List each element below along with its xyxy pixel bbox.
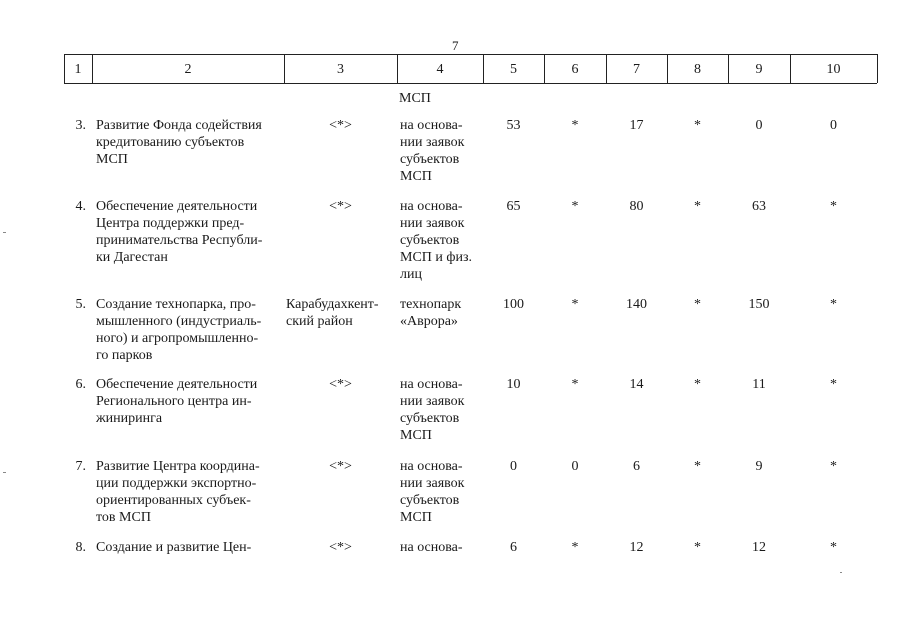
column-header-8: 8	[694, 62, 701, 77]
value-col-10: *	[830, 297, 837, 312]
item-description-line: Развитие Фонда содействия	[96, 118, 262, 133]
value-col-6: *	[571, 540, 579, 555]
item-description-line: МСП	[96, 152, 128, 167]
column-divider	[397, 54, 398, 83]
item-description-line: кредитованию субъектов	[96, 135, 245, 150]
item-description-line: ки Дагестан	[96, 250, 168, 265]
column-header-6: 6	[571, 62, 579, 77]
value-col-10: *	[830, 377, 837, 392]
column-divider	[728, 54, 729, 83]
item-description-line: ного) и агропромышленно-	[96, 331, 259, 346]
item-description-line: тов МСП	[96, 510, 151, 525]
basis-line: субъектов	[400, 493, 460, 508]
scan-mark	[3, 232, 6, 233]
column-divider	[483, 54, 484, 83]
location-line: <*>	[329, 377, 352, 392]
basis-line: «Аврора»	[400, 314, 458, 329]
basis-line: субъектов	[400, 233, 460, 248]
value-col-5: 53	[506, 118, 521, 133]
value-col-5: 6	[510, 540, 517, 555]
scan-mark	[840, 572, 842, 573]
column-divider	[877, 54, 878, 83]
item-description-line: жиниринга	[96, 411, 163, 426]
value-col-6: *	[571, 297, 579, 312]
column-divider	[790, 54, 791, 83]
basis-line: МСП	[400, 510, 432, 525]
item-description-line: ориентированных субъек-	[96, 493, 251, 508]
value-col-9: 12	[752, 540, 766, 555]
basis-line: на основа-	[400, 459, 463, 474]
column-divider	[544, 54, 545, 83]
column-header-1: 1	[74, 62, 82, 77]
item-description-line: Центра поддержки пред-	[96, 216, 245, 231]
item-description-line: Развитие Центра координа-	[96, 459, 260, 474]
basis-line: на основа-	[400, 118, 463, 133]
value-col-6: 0	[571, 459, 579, 474]
value-col-8: *	[694, 540, 701, 555]
basis-line: на основа-	[400, 540, 463, 555]
scan-mark	[3, 472, 6, 473]
location-line: ский район	[286, 314, 353, 329]
value-col-9: 150	[748, 297, 770, 312]
value-col-8: *	[694, 459, 701, 474]
location-line: Карабудахкент-	[286, 297, 379, 312]
value-col-9: 63	[752, 199, 766, 214]
value-col-7: 140	[626, 297, 647, 312]
value-col-8: *	[694, 199, 701, 214]
item-description-line: Регионального центра ин-	[96, 394, 252, 409]
column-header-2: 2	[184, 62, 192, 77]
value-col-10: 0	[830, 118, 837, 133]
value-col-5: 10	[506, 377, 521, 392]
value-col-8: *	[694, 377, 701, 392]
value-col-6: *	[571, 118, 579, 133]
item-description-line: Создание и развитие Цен-	[96, 540, 252, 555]
item-description-line: Обеспечение деятельности	[96, 377, 258, 392]
basis-line: нии заявок	[400, 216, 465, 231]
value-col-8: *	[694, 118, 701, 133]
column-header-5: 5	[510, 62, 517, 77]
value-col-10: *	[830, 459, 837, 474]
item-description-line: Обеспечение деятельности	[96, 199, 258, 214]
row-number: 5.	[75, 297, 86, 312]
column-header-9: 9	[755, 62, 763, 77]
basis-line: субъектов	[400, 152, 460, 167]
item-description-line: мышленного (индустриаль-	[96, 314, 262, 329]
basis-line: на основа-	[400, 199, 463, 214]
column-divider	[606, 54, 607, 83]
row-number: 3.	[75, 118, 86, 133]
value-col-5: 65	[506, 199, 521, 214]
table-header-row	[64, 54, 877, 84]
row-number: 4.	[75, 199, 86, 214]
basis-line: нии заявок	[400, 394, 465, 409]
value-col-9: 0	[755, 118, 763, 133]
value-col-6: *	[571, 377, 579, 392]
value-col-7: 6	[633, 459, 640, 474]
location-line: <*>	[329, 118, 352, 133]
column-header-7: 7	[633, 62, 640, 77]
item-description-line: Создание технопарка, про-	[96, 297, 256, 312]
item-description-line: принимательства Республи-	[96, 233, 263, 248]
value-col-10: *	[830, 540, 837, 555]
column-divider	[64, 54, 65, 83]
basis-line: субъектов	[400, 411, 460, 426]
value-col-7: 17	[629, 118, 644, 133]
row-number: 7.	[75, 459, 86, 474]
page-number: 7	[452, 38, 459, 53]
value-col-9: 9	[755, 459, 763, 474]
location-line: <*>	[329, 459, 352, 474]
row-number: 6.	[75, 377, 86, 392]
basis-line: лиц	[400, 267, 422, 282]
column-header-3: 3	[337, 62, 344, 77]
basis-line: на основа-	[400, 377, 463, 392]
value-col-7: 14	[629, 377, 644, 392]
carryover-text: МСП	[399, 91, 431, 106]
item-description-line: го парков	[96, 348, 153, 363]
value-col-5: 100	[503, 297, 524, 312]
location-line: <*>	[329, 540, 352, 555]
column-header-10: 10	[826, 62, 841, 77]
value-col-9: 11	[752, 377, 766, 392]
column-divider	[284, 54, 285, 83]
value-col-8: *	[694, 297, 701, 312]
value-col-7: 80	[629, 199, 644, 214]
basis-line: технопарк	[400, 297, 462, 312]
basis-line: МСП и физ.	[400, 250, 472, 265]
location-line: <*>	[329, 199, 352, 214]
row-number: 8.	[75, 540, 86, 555]
basis-line: МСП	[400, 428, 432, 443]
column-divider	[667, 54, 668, 83]
value-col-5: 0	[510, 459, 517, 474]
value-col-6: *	[571, 199, 579, 214]
item-description-line: ции поддержки экспортно-	[96, 476, 257, 491]
column-divider	[92, 54, 93, 83]
basis-line: нии заявок	[400, 135, 465, 150]
column-header-4: 4	[436, 62, 444, 77]
basis-line: нии заявок	[400, 476, 465, 491]
basis-line: МСП	[400, 169, 432, 184]
value-col-7: 12	[629, 540, 644, 555]
value-col-10: *	[830, 199, 837, 214]
